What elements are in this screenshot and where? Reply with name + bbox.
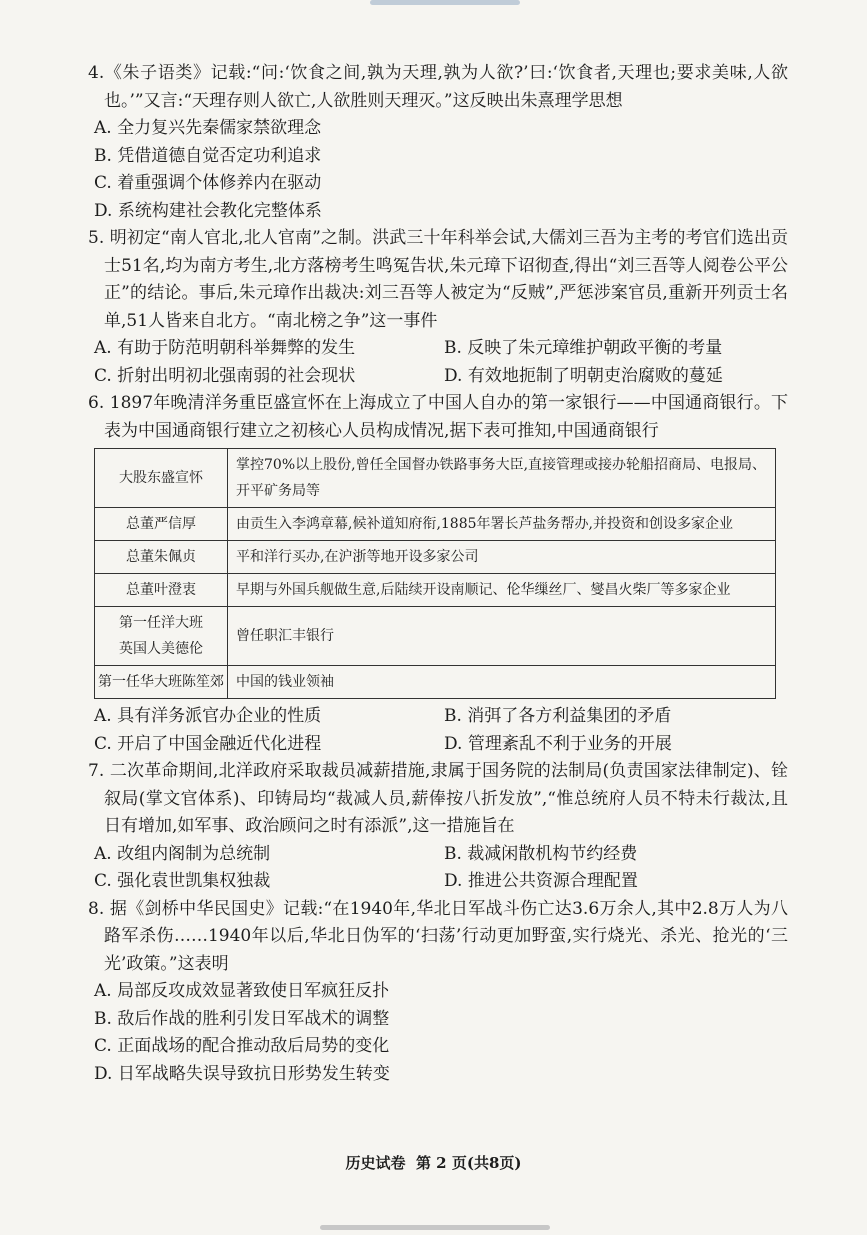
option-a: A. 改组内阁制为总统制 (94, 843, 271, 864)
page-footer: 历史试卷 第 2 页(共8页) (345, 1154, 522, 1172)
table-row (95, 574, 776, 607)
option-row (88, 363, 788, 391)
table-row (95, 508, 776, 541)
option-d: D. 推进公共资源合理配置 (444, 871, 638, 891)
scan-mark-top (370, 0, 520, 5)
table-cell-role: 大股东盛宣怀 (95, 449, 228, 508)
table-cell-role: 第一任华大班陈笙郊 (95, 666, 228, 699)
scan-mark-bottom (320, 1225, 550, 1230)
option-b: B. 消弭了各方利益集团的矛盾 (444, 706, 672, 726)
question-4 (88, 60, 788, 225)
question-5 (88, 225, 788, 390)
option-a: A. 局部反攻成效显著致使日军疯狂反扑 (94, 981, 390, 1001)
question-stem: 5. 明初定“南人官北,北人官南”之制。洪武三十年科举会试,大儒刘三吾为主考的考官们选出贡士51名,均为南方考生,北方落榜考生鸣冤告状,朱元璋下诏彻查,得出“刘三吾等人阅卷公平公正”的结论。事后,朱元璋作出裁决:刘三吾等人被定为“反贼”,严惩涉案官员,重新开列贡士名单,51人皆来自北方。“南北榜之争”这一事件 (88, 228, 788, 331)
table-row (95, 607, 776, 666)
option-a: A. 具有洋务派官办企业的性质 (94, 706, 322, 726)
option-d: D. 系统构建社会教化完整体系 (94, 200, 322, 221)
table-row (95, 449, 776, 508)
option-row (88, 335, 788, 363)
option-b: B. 裁减闲散机构节约经费 (444, 843, 638, 864)
table-row (95, 541, 776, 574)
table-cell-role: 第一任洋大班 英国人美德伦 (95, 607, 228, 666)
option-a: A. 有助于防范明朝科举舞弊的发生 (94, 338, 356, 358)
table-row (95, 666, 776, 699)
option-a: A. 全力复兴先秦儒家禁欲理念 (94, 118, 322, 138)
option-c: C. 折射出明初北强南弱的社会现状 (94, 365, 356, 386)
option-b: B. 反映了朱元璋维护朝政平衡的考量 (444, 338, 723, 358)
question-list (88, 60, 788, 1088)
table-cell-desc: 曾任职汇丰银行 (228, 607, 776, 666)
option-c: C. 正面战场的配合推动敌后局势的变化 (94, 1036, 390, 1056)
option-d: D. 日军战略失误导致抗日形势发生转变 (94, 1063, 390, 1084)
question-7 (88, 758, 788, 896)
option-c: C. 强化袁世凯集权独裁 (94, 871, 271, 891)
table-cell-role: 总董朱佩贞 (95, 541, 228, 574)
question-stem: 8. 据《剑桥中华民国史》记载:“在1940年,华北日军战斗伤亡达3.6万余人,其中2.8万人为八路军杀伤……1940年以后,华北日伪军的‘扫荡’行动更加野蛮,实行烧光、杀光、抢光的‘三光’政策。”这表明 (88, 898, 788, 974)
question-stem: 7. 二次革命期间,北洋政府采取裁员减薪措施,隶属于国务院的法制局(负责国家法律制定)、铨叙局(掌文官体系)、印铸局均“裁减人员,薪俸按八折发放”,“惟总统府人员不特未行裁汰,且日有增加,如军事、政治顾问之时有添派”,这一措施旨在 (88, 761, 788, 836)
question-stem: 4.《朱子语类》记载:“问:‘饮食之间,孰为天理,孰为人欲?’曰:‘饮食者,天理也;要求美味,人欲也。’”又言:“天理存则人欲亡,人欲胜则天理灭。”这反映出朱熹理学思想 (88, 63, 788, 111)
option-row (88, 731, 788, 759)
table-cell-desc: 中国的钱业领袖 (228, 666, 776, 699)
option-row (88, 841, 788, 869)
question-stem: 6. 1897年晚清洋务重臣盛宣怀在上海成立了中国人自办的第一家银行——中国通商银行。下表为中国通商银行建立之初核心人员构成情况,据下表可推知,中国通商银行 (88, 393, 788, 441)
table-cell-desc: 掌控70%以上股份,曾任全国督办铁路事务大臣,直接管理或接办轮船招商局、电报局、开平矿务局等 (228, 449, 776, 508)
option-row (88, 703, 788, 731)
question-6 (88, 390, 788, 758)
table-cell-desc: 早期与外国兵舰做生意,后陆续开设南顺记、伦华缫丝厂、燮昌火柴厂等多家企业 (228, 574, 776, 607)
personnel-table (94, 448, 776, 699)
question-8 (88, 896, 788, 1089)
option-d: D. 有效地扼制了明朝吏治腐败的蔓延 (444, 365, 723, 386)
option-b: B. 凭借道德自觉否定功利追求 (94, 145, 322, 166)
table-cell-role: 总董叶澄衷 (95, 574, 228, 607)
table-cell-desc: 由贡生入李鸿章幕,候补道知府衔,1885年署长芦盐务帮办,并投资和创设多家企业 (228, 508, 776, 541)
option-d: D. 管理紊乱不利于业务的开展 (444, 733, 672, 754)
table-cell-role: 总董严信厚 (95, 508, 228, 541)
option-c: C. 着重强调个体修养内在驱动 (94, 173, 322, 193)
table-cell-desc: 平和洋行买办,在沪浙等地开设多家公司 (228, 541, 776, 574)
option-c: C. 开启了中国金融近代化进程 (94, 733, 322, 754)
option-b: B. 敌后作战的胜利引发日军战术的调整 (94, 1008, 390, 1029)
option-row (88, 868, 788, 896)
